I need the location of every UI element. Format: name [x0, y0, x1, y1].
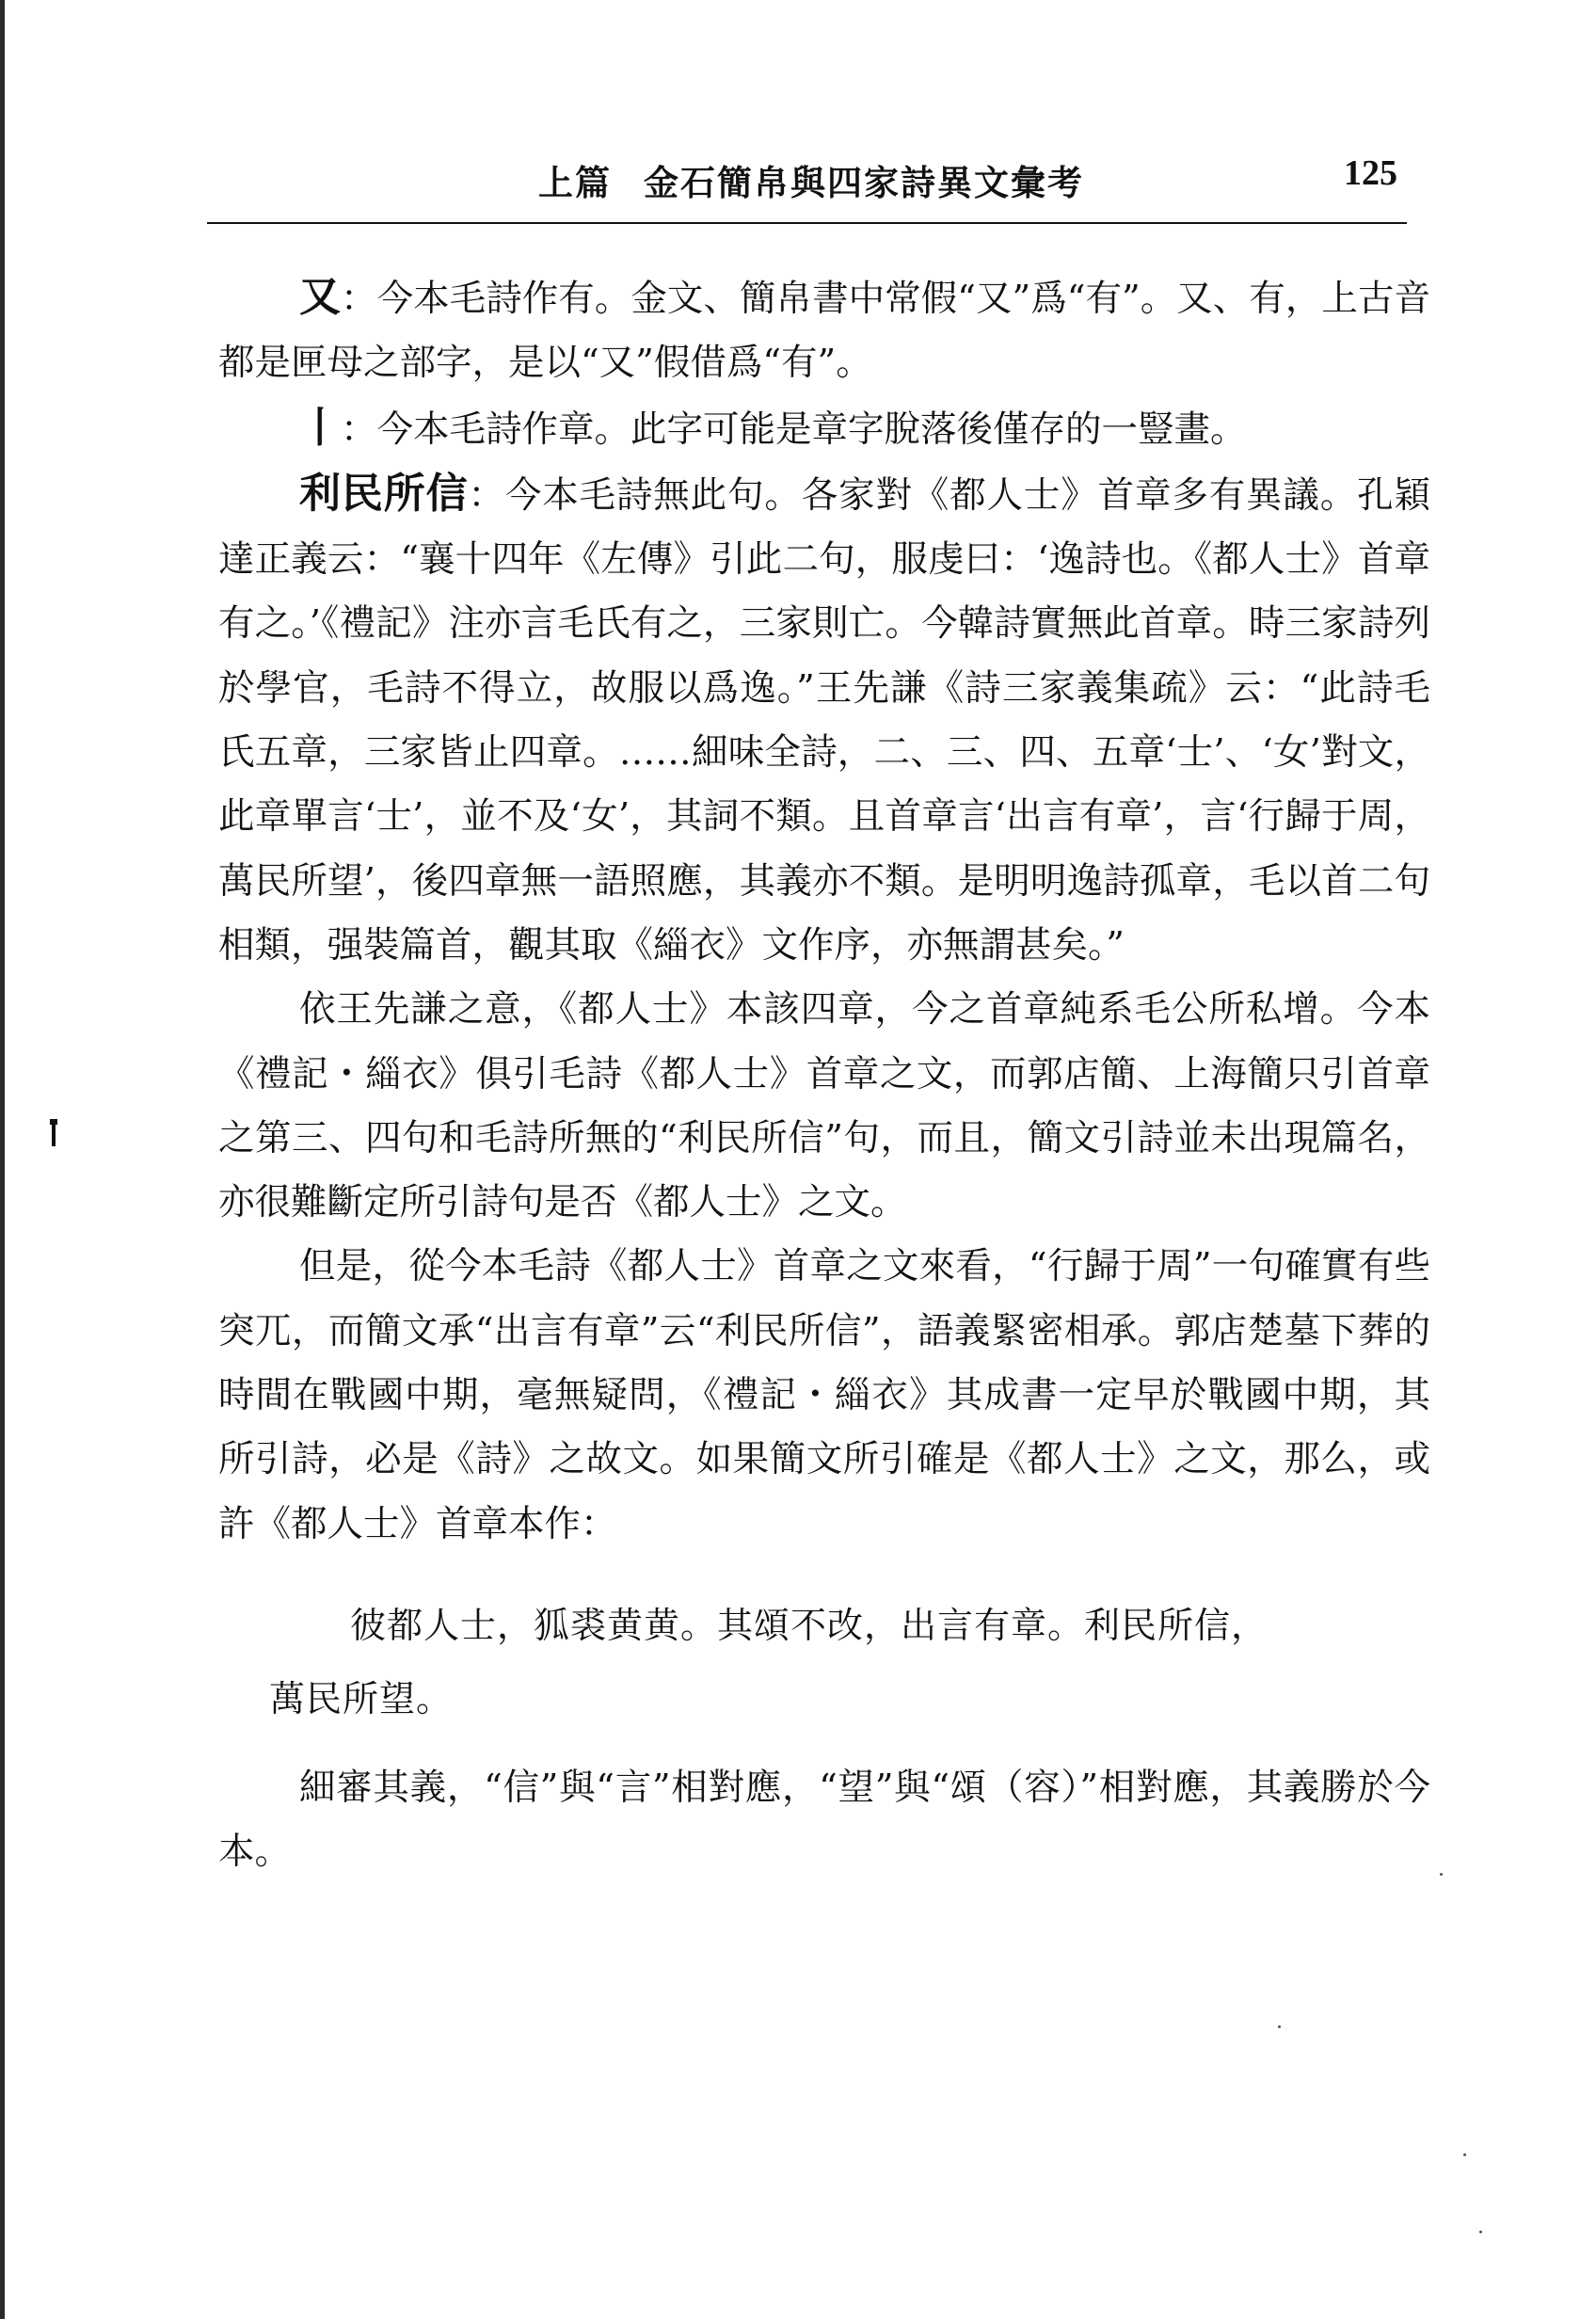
page-edge	[0, 0, 5, 2319]
entry-term: 又	[299, 273, 342, 321]
entry-limin-suoxin	[218, 462, 1430, 978]
margin-mark	[52, 1124, 56, 1146]
body-paragraph: 依王先謙之意，《都人士》本該四章，今之首章純系毛公所私增。今本《禮記・緇衣》俱引毛詩《都人士》首章之文，而郭店簡、上海簡只引首章之第三、四句和毛詩所無的“利民所信”句，而且，簡文引詩並未出現篇名，亦很難斷定所引詩句是否《都人士》之文。	[218, 988, 1430, 1224]
conclusion-paragraph: 細審其義，“信”與“言”相對應，“望”與“頌（容）”相對應，其義勝於今本。	[218, 1766, 1430, 1874]
header-title	[538, 154, 1084, 205]
page-body	[218, 265, 1430, 1885]
entry-text: 今本毛詩作章。此字可能是章字脫落後僅存的一豎畫。	[376, 408, 1247, 451]
poem-line: 萬民所望。	[269, 1677, 454, 1719]
scan-speck	[1278, 2025, 1281, 2028]
header-rule	[207, 222, 1407, 224]
entry-text: 今本毛詩無此句。各家對《都人士》首章多有異議。孔穎達正義云：“襄十四年《左傳》引此二句，服虔曰：‘逸詩也。《都人士》首章有之。’《禮記》注亦言毛氏有之，三家則亡。今韓詩實無此首章。時三家詩列於學官，毛詩不得立，故服以爲逸。”王先謙《詩三家義集疏》云：“此詩毛氏五章，三家皆止四章。……細味全詩，二、三、四、五章‘士’、‘女’對文，此章單言‘士’，並不及‘女’，其詞不類。且首章言‘出言有章’，言‘行歸于周，萬民所望’，後四章無一語照應，其義亦不類。是明明逸詩孤章，毛以首二句相類，强裝篇首，觀其取《緇衣》文作序，亦無謂甚矣。”	[218, 473, 1430, 967]
header-book-title: 金石簡帛與四家詩異文彙考	[644, 162, 1084, 203]
entry-term: 丨	[299, 403, 341, 452]
page-number: 125	[1344, 153, 1397, 193]
running-header	[207, 149, 1407, 205]
body-paragraph: 但是，從今本毛詩《都人士》首章之文來看，“行歸于周”一句確實有些突兀，而簡文承“出言有章”云“利民所信”，語義緊密相承。郭店楚墓下葬的時間在戰國中期，毫無疑問，《禮記・緇衣》其成書一定早於戰國中期，其所引詩，必是《詩》之故文。如果簡文所引確是《都人士》之文，那么，或許《都人士》首章本作：	[218, 1245, 1430, 1545]
entry-separator: ：	[341, 278, 377, 320]
entry-separator: ：	[468, 473, 505, 517]
entry-text: 今本毛詩作有。金文、簡帛書中常假“又”爲“有”。又、有，上古音都是匣母之部字，是以“又”假借爲“有”。	[218, 278, 1430, 385]
entry-separator: ：	[341, 408, 377, 451]
entry-you	[218, 265, 1430, 396]
entry-term: 利民所信	[299, 469, 469, 518]
entry-stroke	[218, 396, 1430, 462]
scan-speck	[1479, 2231, 1482, 2233]
scan-speck	[1440, 1873, 1443, 1876]
header-section: 上篇	[538, 162, 612, 203]
poem-line: 彼都人士，狐裘黄黄。其頌不改，出言有章。利民所信，	[350, 1604, 1269, 1646]
poem-quote	[218, 1589, 1430, 1735]
scan-speck	[1463, 2153, 1466, 2156]
